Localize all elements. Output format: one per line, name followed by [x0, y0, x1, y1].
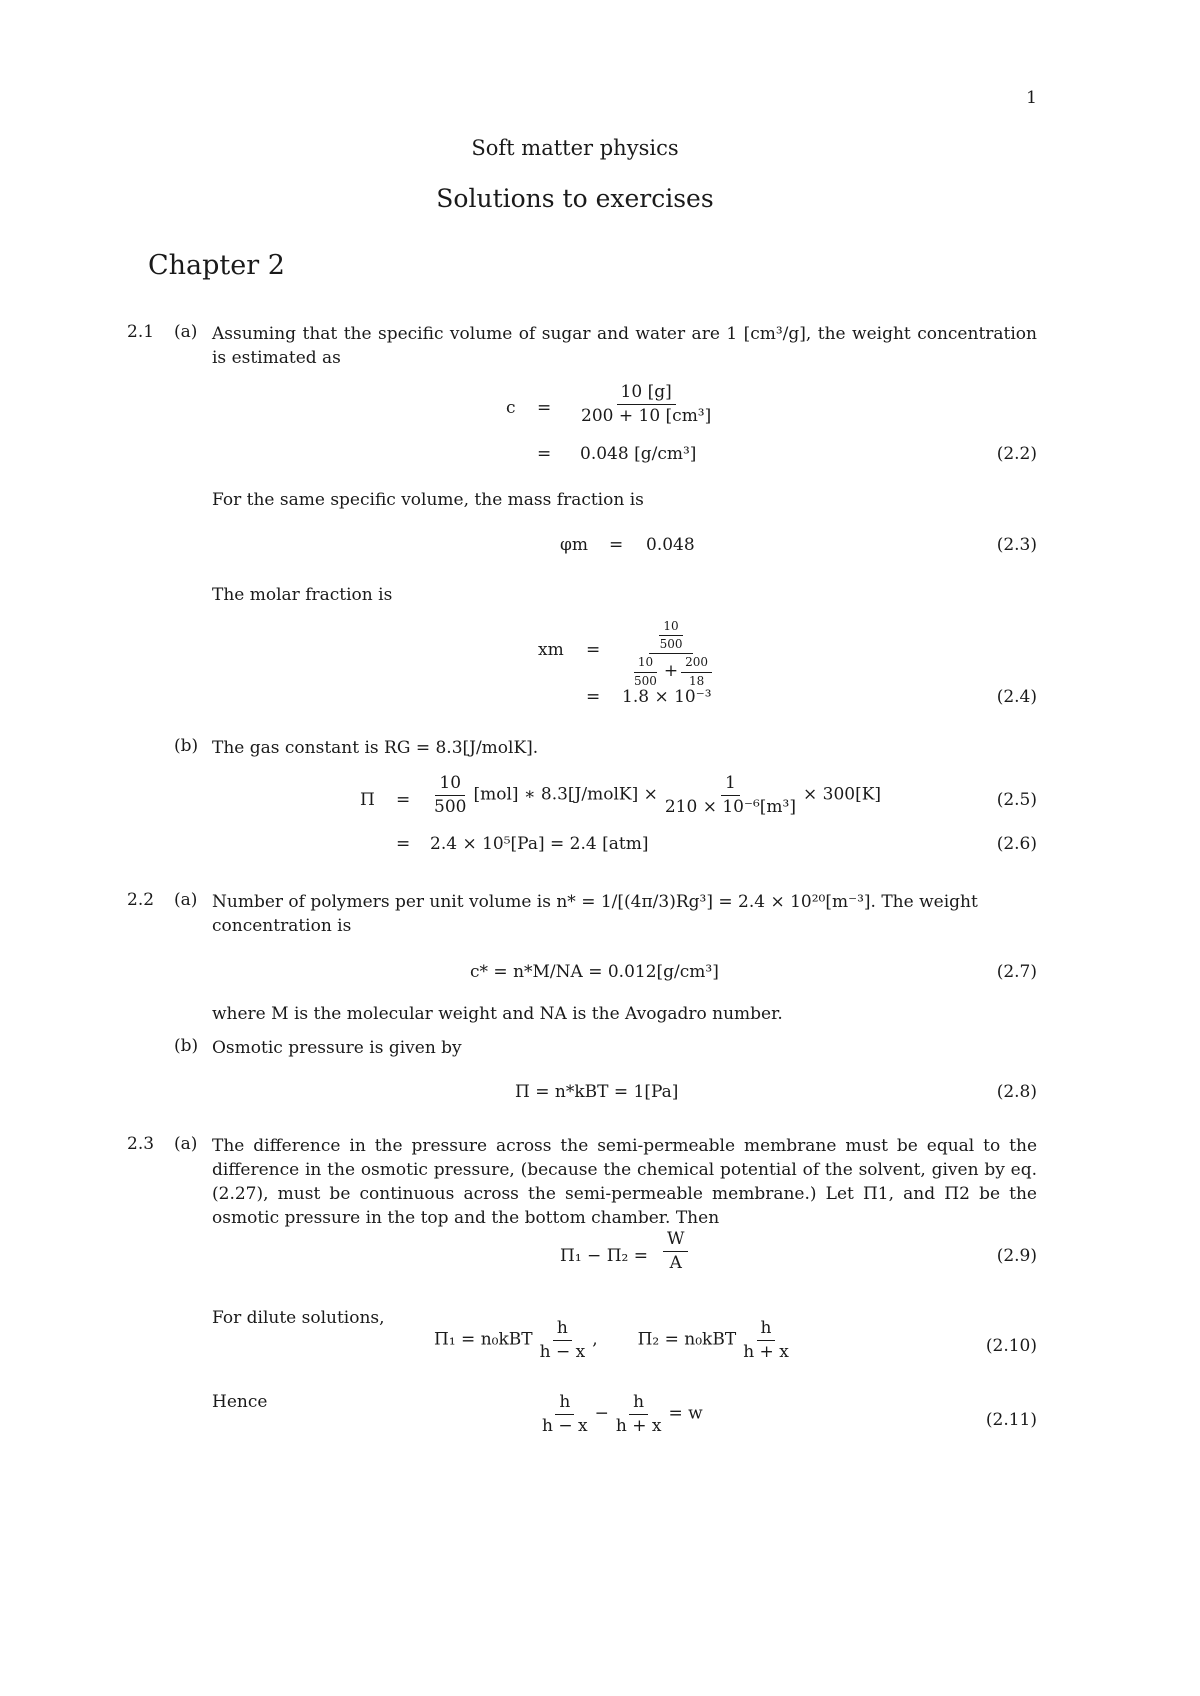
- paragraph: The molar fraction is: [212, 585, 393, 605]
- equation-lhs: Π₁ − Π₂ =: [560, 1246, 648, 1266]
- equation-2-2-line2: 0.048 [g/cm³]: [580, 444, 697, 464]
- equals-sign: =: [586, 687, 601, 707]
- paragraph: Assuming that the specific volume of sugar and water are 1 [cm³/g], the weight concentration is estimated as: [212, 324, 1037, 368]
- equation-number: (2.3): [996, 535, 1037, 555]
- denominator: 200 + 10 [cm³]: [581, 405, 712, 426]
- course-title: Soft matter physics: [471, 136, 679, 160]
- equals-sign: =: [609, 535, 624, 555]
- equation-rhs: 0.048: [646, 535, 695, 555]
- equation-2-4-line2: 1.8 × 10⁻³: [622, 687, 712, 707]
- equation-text: × 300[K]: [802, 784, 882, 805]
- equation-2-9-fraction: [660, 1230, 691, 1272]
- page-number: 1: [1026, 88, 1037, 108]
- equation-2-2-fraction: [574, 383, 718, 425]
- equation-number: (2.6): [996, 834, 1037, 854]
- equation-number: (2.7): [996, 962, 1037, 982]
- equation-lhs: c: [506, 398, 516, 418]
- paragraph: Hence: [212, 1392, 268, 1412]
- comma: ,: [592, 1329, 598, 1350]
- paragraph: where M is the molecular weight and NA is the Avogadro number.: [212, 1004, 783, 1024]
- plus-sign: +: [663, 661, 679, 682]
- denominator: 500: [634, 673, 657, 688]
- denominator: h − x: [542, 1415, 588, 1436]
- paragraph: Number of polymers per unit volume is n* = 1/[(4π/3)Rg³] = 2.4 × 10²⁰[m⁻³]. The weight: [212, 892, 978, 912]
- equation-2-8: Π = n*kBT = 1[Pa]: [515, 1082, 679, 1102]
- equation-lhs: xm: [538, 640, 564, 660]
- chapter-heading: Chapter 2: [148, 250, 285, 281]
- equation-2-5: [427, 774, 881, 816]
- equation-text: Π₁ = n₀kBT: [434, 1329, 533, 1350]
- denominator: h + x: [615, 1415, 662, 1436]
- equation-number: (2.9): [996, 1246, 1037, 1266]
- numerator: h: [553, 1319, 572, 1341]
- numerator: h: [629, 1393, 648, 1415]
- numerator: 200: [681, 656, 712, 672]
- equation-2-11: [535, 1393, 703, 1435]
- paragraph: For the same specific volume, the mass fraction is: [212, 490, 644, 510]
- denominator: 210 × 10⁻⁶[m³]: [664, 796, 796, 817]
- equation-2-10: [434, 1319, 796, 1361]
- equals-sign: =: [396, 790, 411, 810]
- part-label: (b): [174, 1036, 199, 1056]
- part-label: (b): [174, 736, 199, 756]
- denominator: 500: [659, 637, 683, 652]
- equation-number: (2.2): [996, 444, 1037, 464]
- equation-lhs: Π: [360, 790, 375, 810]
- equation-number: (2.4): [996, 687, 1037, 707]
- denominator: 500: [434, 796, 467, 817]
- numerator: 10 [g]: [617, 383, 676, 405]
- denominator: h + x: [743, 1341, 789, 1362]
- denominator: 18: [688, 673, 705, 688]
- numerator: h: [555, 1393, 574, 1415]
- part-label: (a): [174, 890, 198, 910]
- numerator: 10: [435, 774, 465, 796]
- equation-2-4-fraction: [620, 620, 722, 688]
- paragraph: For dilute solutions,: [212, 1308, 385, 1328]
- paragraph: Osmotic pressure is given by: [212, 1038, 462, 1058]
- numerator: h: [757, 1319, 776, 1341]
- paragraph: The difference in the pressure across the semi-permeable membrane must be equal to the difference in the osmotic pressure, (because the chemical potential of the solvent, given by eq.(2.27), must be continuous across the semi-permeable membrane.) Let Π1, and Π2 be the osmotic pressure in the top and the bottom chamber. Then: [212, 1136, 1037, 1228]
- minus-sign: −: [594, 1403, 609, 1424]
- part-label: (a): [174, 1134, 198, 1154]
- equation-text: = w: [668, 1403, 703, 1424]
- equation-number: (2.5): [996, 790, 1037, 810]
- numerator: 10: [659, 620, 682, 636]
- problem-number: 2.3: [127, 1134, 155, 1154]
- equals-sign: =: [586, 640, 601, 660]
- denominator: h − x: [539, 1341, 586, 1362]
- numerator: W: [663, 1230, 688, 1252]
- denominator: A: [669, 1252, 682, 1273]
- problem-number: 2.1: [127, 322, 155, 342]
- equation-number: (2.8): [996, 1082, 1037, 1102]
- equation-number: (2.10): [985, 1336, 1037, 1356]
- equation-text: Π₂ = n₀kBT: [637, 1329, 737, 1350]
- equation-2-6: 2.4 × 10⁵[Pa] = 2.4 [atm]: [430, 834, 649, 854]
- equation-number: (2.11): [985, 1410, 1037, 1430]
- numerator: 10: [634, 656, 657, 672]
- paragraph: The gas constant is RG = 8.3[J/molK].: [212, 738, 539, 758]
- equals-sign: =: [396, 834, 411, 854]
- part-label: (a): [174, 322, 198, 342]
- equation-2-7: c* = n*M/NA = 0.012[g/cm³]: [470, 962, 719, 982]
- equals-sign: =: [537, 398, 552, 418]
- page-title: Solutions to exercises: [436, 184, 714, 213]
- problem-number: 2.2: [127, 890, 155, 910]
- numerator: 1: [721, 774, 740, 796]
- paragraph: concentration is: [212, 916, 352, 936]
- equals-sign: =: [537, 444, 552, 464]
- equation-text: [mol] ∗ 8.3[J/molK] ×: [473, 784, 658, 805]
- equation-lhs: φm: [560, 535, 589, 555]
